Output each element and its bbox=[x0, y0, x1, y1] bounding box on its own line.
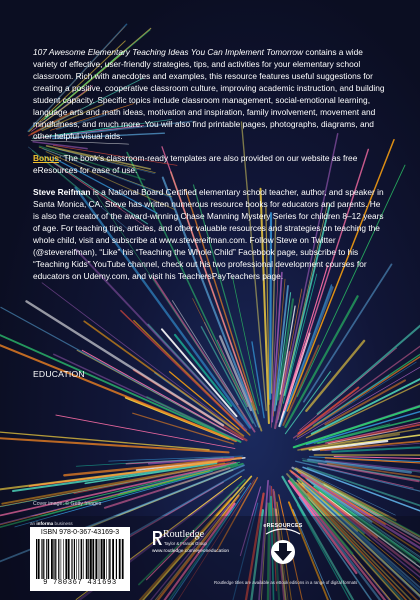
eresources-label: eRESOURCES bbox=[263, 523, 303, 529]
book-description bbox=[33, 46, 385, 142]
barcode-bar bbox=[81, 539, 82, 579]
barcode-bars bbox=[36, 539, 124, 579]
informa-brand: informa bbox=[36, 521, 54, 526]
barcode-bar bbox=[68, 539, 70, 579]
barcode-bar bbox=[88, 539, 89, 579]
barcode-bar bbox=[51, 539, 53, 579]
publisher-name: Routledge bbox=[163, 529, 205, 540]
barcode-bar bbox=[48, 539, 49, 579]
barcode-bar bbox=[53, 539, 54, 579]
barcode-bar bbox=[95, 539, 97, 579]
barcode-bar bbox=[78, 539, 79, 579]
bonus-label: Bonus bbox=[33, 153, 59, 163]
firework-ray bbox=[27, 301, 223, 425]
barcode-bar bbox=[100, 539, 101, 579]
bonus-note bbox=[33, 152, 385, 176]
author-name: Steve Reifman bbox=[33, 187, 91, 197]
barcode-bar bbox=[38, 539, 40, 579]
barcode-bar bbox=[109, 539, 110, 579]
barcode-bar bbox=[80, 539, 81, 579]
barcode-bar bbox=[55, 539, 56, 579]
barcode-bar bbox=[83, 539, 84, 579]
barcode-bar bbox=[46, 539, 47, 579]
barcode-bar bbox=[119, 539, 121, 579]
barcode-bar bbox=[63, 539, 64, 579]
barcode-bar bbox=[103, 539, 105, 579]
barcode-bar bbox=[86, 539, 88, 579]
barcode-bar bbox=[58, 539, 59, 579]
bonus-text: : The book’s classroom-ready templates are also provided on our website as free eResources for ease of use. bbox=[33, 153, 358, 175]
firework-ray bbox=[309, 362, 416, 430]
isbn-text: ISBN 978-0-367-43169-3 bbox=[40, 529, 120, 536]
firework-ray bbox=[170, 372, 239, 429]
barcode-bar bbox=[74, 539, 75, 579]
publisher-subtitle: Taylor & Francis Group bbox=[164, 541, 207, 546]
barcode-bar bbox=[76, 539, 77, 579]
category-label: EDUCATION bbox=[33, 369, 85, 379]
barcode-bar bbox=[92, 539, 94, 579]
barcode-bar bbox=[112, 539, 114, 579]
ebook-footnote: Routledge titles are available as eBook editions in a range of digital formats bbox=[214, 580, 358, 585]
cover-image-credit: Cover image: © Getty Images bbox=[33, 501, 102, 507]
barcode-bar bbox=[71, 539, 72, 579]
firework-ray bbox=[318, 311, 420, 414]
firework-ray bbox=[304, 264, 392, 401]
cover-text-block bbox=[33, 46, 385, 282]
firework-ray bbox=[325, 380, 405, 424]
book-title: 107 Awesome Elementary Teaching Ideas You Can Implement Tomorrow bbox=[33, 47, 304, 57]
routledge-r-logo-icon bbox=[152, 530, 163, 546]
barcode-number: 9 780367 431693 bbox=[43, 579, 117, 587]
barcode-bar bbox=[101, 539, 103, 579]
barcode-bar bbox=[106, 539, 107, 579]
author-bio-text: is a National Board Certified elementary school teacher, author, and speaker in Santa Monica, CA. Steve has written numerous resource books for educators and parents. He is also the creator of the award-winning Chase Manning Mystery Series for children 8–12 years of age. For teaching tips, articles, and other valuable resources and strategies on teaching the whole child, visit and subscribe at www.stevereifman.com. Follow Steve on Twitter (@stevereifman), “Like” his “Teaching the Whole Child” Facebook page, subscribe to his “Teaching Kids” YouTube channel, check out his two professional development courses for educators on Udemy.com, and visit his TeachersPayTeachers page. bbox=[33, 187, 384, 281]
description-text: contains a wide variety of effective, user-friendly strategies, tips, and activities for your elementary school classroom. Rich with anecdotes and examples, this resource features useful suggestions for creating a positive, cooperative classroom culture, improving academic instruction, and building student capacity. Specific topics include classroom management, social-emotional learning, language arts and math ideas, motivation and inspiration, family involvement, movement and mindfulness, and much more. You will also find printable pages, photographs, diagrams, and other helpful visual aids. bbox=[33, 47, 385, 141]
informa-prefix: an bbox=[30, 521, 37, 526]
barcode-bar bbox=[116, 539, 117, 579]
barcode-bar bbox=[90, 539, 92, 579]
barcode-bar bbox=[65, 539, 67, 579]
barcode-bar bbox=[122, 539, 124, 579]
author-bio bbox=[33, 186, 385, 282]
informa-business-tag bbox=[30, 521, 73, 526]
barcode-bar bbox=[36, 539, 37, 579]
barcode-bar bbox=[41, 539, 42, 579]
firework-ray bbox=[0, 437, 229, 453]
publisher-url: www.routledge.com/eyeoneducation bbox=[152, 549, 230, 554]
informa-suffix: business bbox=[53, 521, 73, 526]
barcode-bar bbox=[61, 539, 62, 579]
barcode-bar bbox=[43, 539, 44, 579]
barcode-bar bbox=[98, 539, 99, 579]
barcode-bar bbox=[110, 539, 111, 579]
barcode bbox=[30, 527, 130, 591]
